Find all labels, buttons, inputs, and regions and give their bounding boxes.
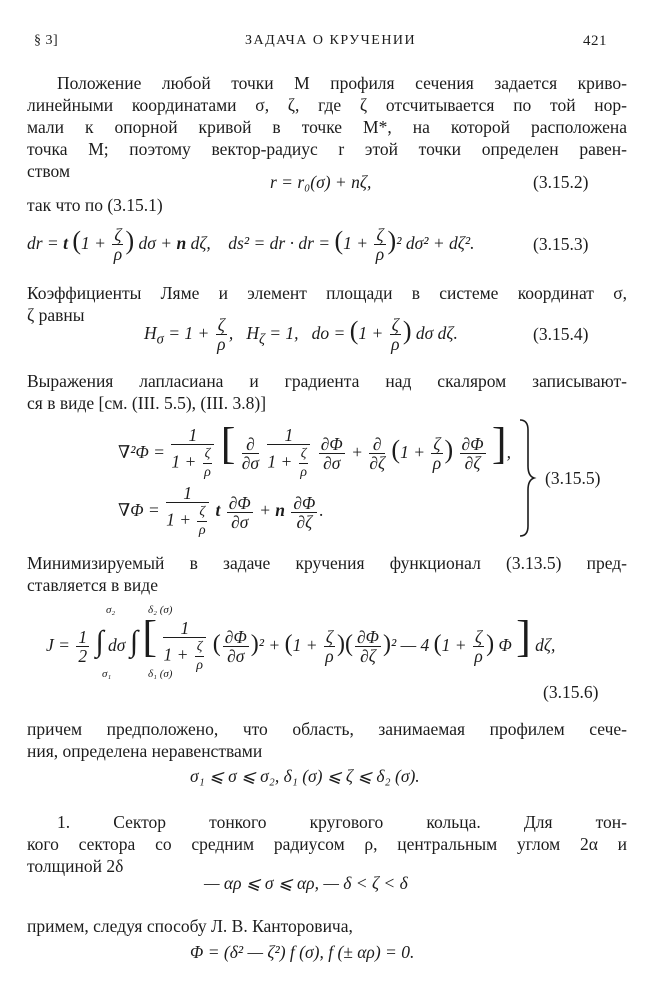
curly-brace (518, 418, 538, 538)
upper-limit-sigma2: σ₂ (106, 604, 116, 616)
paragraph-6 (27, 718, 627, 762)
text-line: Выражения лапласиана и градиента над скаляром записывают- (27, 371, 627, 391)
equation-phi: Φ = (δ² — ζ²) f (σ), f (± αρ) = 0. (190, 942, 415, 962)
equation-number: (3.15.2) (533, 172, 589, 192)
text-line: линейными координатами σ, ζ, где ζ отсчитывается по той нор- (27, 95, 627, 115)
text-line: точка M; поэтому вектор-радиус r этой точки определен равен- (27, 139, 627, 159)
equation-3-15-3: dr = t (1 + $\frac{\zeta}{\rho}$ ) dσ + n dζ, ds² = dr · dr = (1 + $\frac{\zeta}{\rho}$ )² dσ² + dζ². (27, 225, 475, 265)
equation-3-15-4: $H_\sigma = 1$ + $\frac{\zeta}{\rho}$ , $H_\zeta = 1$, do = (1 + $\frac{\zeta}{\rho}$ ) dσ dζ. (144, 315, 458, 355)
paragraph-7 (27, 811, 627, 877)
page-number: 421 (583, 33, 607, 49)
equation-3-15-5-gradient: ∇Φ = 1 1 + $\frac{\zeta}{\rho}$ t $\frac{\partial\Phi}{\partial\sigma}$ + n $\frac{\partial\Phi}{\partial\zeta}$ . (118, 483, 324, 538)
text-line: толщиной 2δ (27, 856, 124, 876)
text-line: ния, определена неравенствами (27, 741, 263, 761)
text-line: причем предположено, что область, занимаемая профилем сече- (27, 719, 627, 739)
text-line: ставляется в виде (27, 575, 158, 595)
paragraph-5 (27, 552, 627, 596)
equation-3-15-6: J = $\frac{1}{2}$ ∫ dσ ∫ [ 1 1 + $\frac{\zeta}{\rho}$ ( $\frac{\partial\Phi}{\partial\sigma}$ )² + (1 + $\frac{\zeta}{\rho}$ )( $\frac{\partial\Phi}{\partial\zeta}$ )² — 4 (1 + $\frac{\zeta}{\rho}$ ) Φ ] dζ, (46, 612, 556, 673)
text-line: ся в виде [см. (III. 5.5), (III. 3.8)] (27, 393, 267, 413)
equation-region: σ₁ ⩽ σ ⩽ σ₂, δ₁ (σ) ⩽ ζ ⩽ δ₂ (σ). (190, 766, 420, 786)
text-line: Положение любой точки M профиля сечения задается криво- (57, 73, 627, 93)
equation-number: (3.15.4) (533, 324, 589, 344)
text-line: ζ равны (27, 305, 85, 325)
paragraph-4 (27, 370, 627, 414)
lower-limit-delta1: δ₁ (σ) (148, 668, 173, 680)
equation-number: (3.15.5) (545, 468, 601, 488)
upper-limit-delta2: δ₂ (σ) (148, 604, 173, 616)
paragraph-1 (27, 72, 627, 182)
running-title: ЗАДАЧА О КРУЧЕНИИ (245, 33, 417, 48)
text-line: Коэффициенты Ляме и элемент площади в системе координат σ, (27, 283, 627, 303)
equation-number: (3.15.6) (543, 682, 599, 702)
paragraph-8: примем, следуя способу Л. В. Канторовича, (27, 916, 353, 936)
text-line: мали к опорной кривой в точке M*, на которой расположена (27, 117, 627, 137)
equation-number: (3.15.3) (533, 234, 589, 254)
equation-3-15-2: r = r₀(σ) + nζ, (270, 172, 372, 192)
text-line: Минимизируемый в задаче кручения функционал (3.13.5) пред- (27, 553, 627, 573)
text-line: кого сектора со средним радиусом ρ, центральным углом 2α и (27, 834, 627, 854)
equation-3-15-5-laplacian: ∇²Φ = 1 1 + $\frac{\zeta}{\rho}$ [ $\frac{\partial}{\partial\sigma}$ 1 1 + $\frac{\zeta}{\rho}$ $\frac{\partial\Phi}{\partial\sigma}$ + $\frac{\partial}{\partial\zeta}$ (1 + $\frac{\zeta}{\rho}$ ) $\frac{\partial\Phi}{\partial\zeta}$ ], (118, 419, 511, 480)
section-marker: § 3] (34, 33, 59, 48)
lower-limit-sigma1: σ₁ (102, 668, 112, 680)
equation-sector: — αρ ⩽ σ ⩽ αρ, — δ < ζ < δ (204, 873, 408, 893)
text-line: ством (27, 161, 71, 181)
text-line: 1. Сектор тонкого кругового кольца. Для тон- (57, 812, 627, 832)
paragraph-2: так что по (3.15.1) (27, 195, 163, 215)
